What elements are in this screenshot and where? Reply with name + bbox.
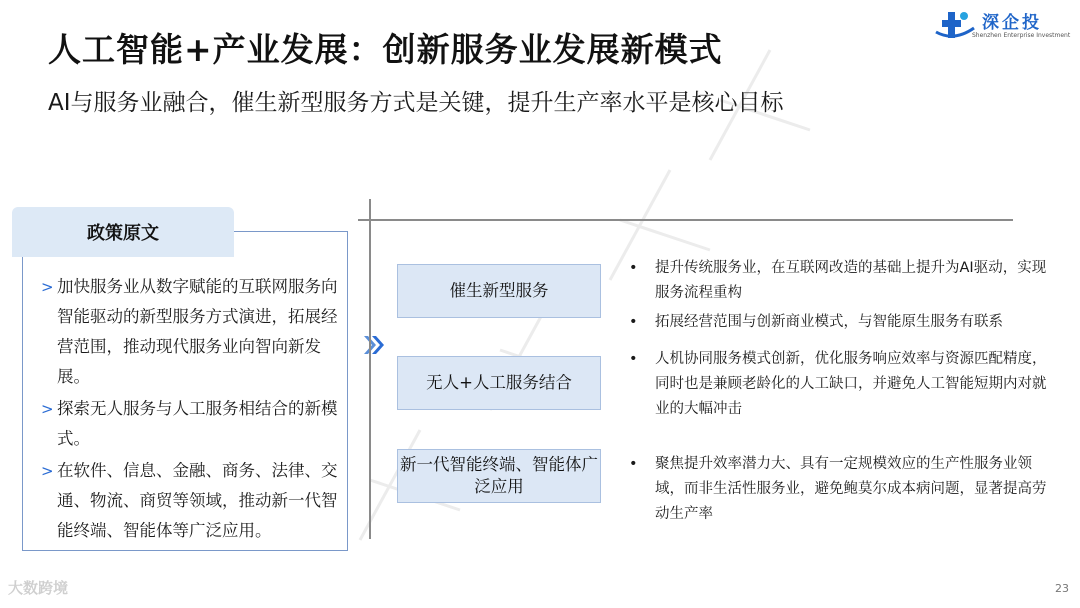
double-chevron-right-icon [362, 334, 386, 356]
policy-item-text: 探索无人服务与人工服务相结合的新模式。 [57, 399, 338, 448]
page-subtitle: AI与服务业融合，催生新型服务方式是关键，提升生产率水平是核心目标 [48, 90, 784, 116]
page-number: 23 [1055, 582, 1069, 595]
description-text: 拓展经营范围与创新商业模式，与智能原生服务有联系 [655, 314, 1003, 330]
bullet-dot-icon: • [629, 351, 638, 367]
policy-item-text: 在软件、信息、金融、商务、法律、交通、物流、商贸等领域，推动新一代智能终端、智能体等广泛应用。 [57, 461, 338, 540]
chevron-right-icon: > [41, 400, 54, 418]
policy-item [41, 394, 339, 454]
description-bullet [627, 310, 1057, 335]
service-description-group [627, 347, 1057, 422]
logo-name: 深企投 [982, 13, 1042, 33]
service-description-group [627, 452, 1057, 527]
chevron-right-icon: > [41, 278, 54, 296]
divider-vertical [369, 199, 371, 539]
description-text: 提升传统服务业，在互联网改造的基础上提升为AI驱动，实现服务流程重构 [655, 260, 1047, 301]
description-bullet [627, 347, 1057, 422]
page-title: 人工智能+产业发展：创新服务业发展新模式 [48, 30, 723, 69]
service-description-group [627, 256, 1057, 335]
policy-box [22, 231, 348, 551]
logo-subtext: Shenzhen Enterprise Investment [972, 32, 1071, 39]
service-box-new-service: 催生新型服务 [397, 264, 601, 318]
service-box-smart-terminal: 新一代智能终端、智能体广泛应用 [397, 449, 601, 503]
description-text: 聚焦提升效率潜力大、具有一定规模效应的生产性服务业领域，而非生活性服务业，避免鲍莫尔成本病问题，显著提高劳动生产率 [655, 456, 1047, 522]
bullet-dot-icon: • [629, 456, 638, 472]
chevron-right-icon: > [41, 462, 54, 480]
bullet-dot-icon: • [629, 314, 638, 330]
footer-brand-watermark: 大数跨境 [8, 579, 69, 597]
service-box-unmanned-manual: 无人+人工服务结合 [397, 356, 601, 410]
divider-horizontal [358, 219, 1013, 221]
description-bullet [627, 452, 1057, 527]
policy-item [41, 456, 339, 546]
description-bullet [627, 256, 1057, 306]
bullet-dot-icon: • [629, 260, 638, 276]
policy-heading: 政策原文 [12, 207, 234, 257]
policy-item [41, 272, 339, 392]
description-text: 人机协同服务模式创新，优化服务响应效率与资源匹配精度，同时也是兼顾老龄化的人工缺口，并避免人工智能短期内对就业的大幅冲击 [655, 351, 1047, 417]
policy-item-text: 加快服务业从数字赋能的互联网服务向智能驱动的新型服务方式演进，拓展经营范围，推动现代服务业向智向新发展。 [57, 277, 338, 386]
